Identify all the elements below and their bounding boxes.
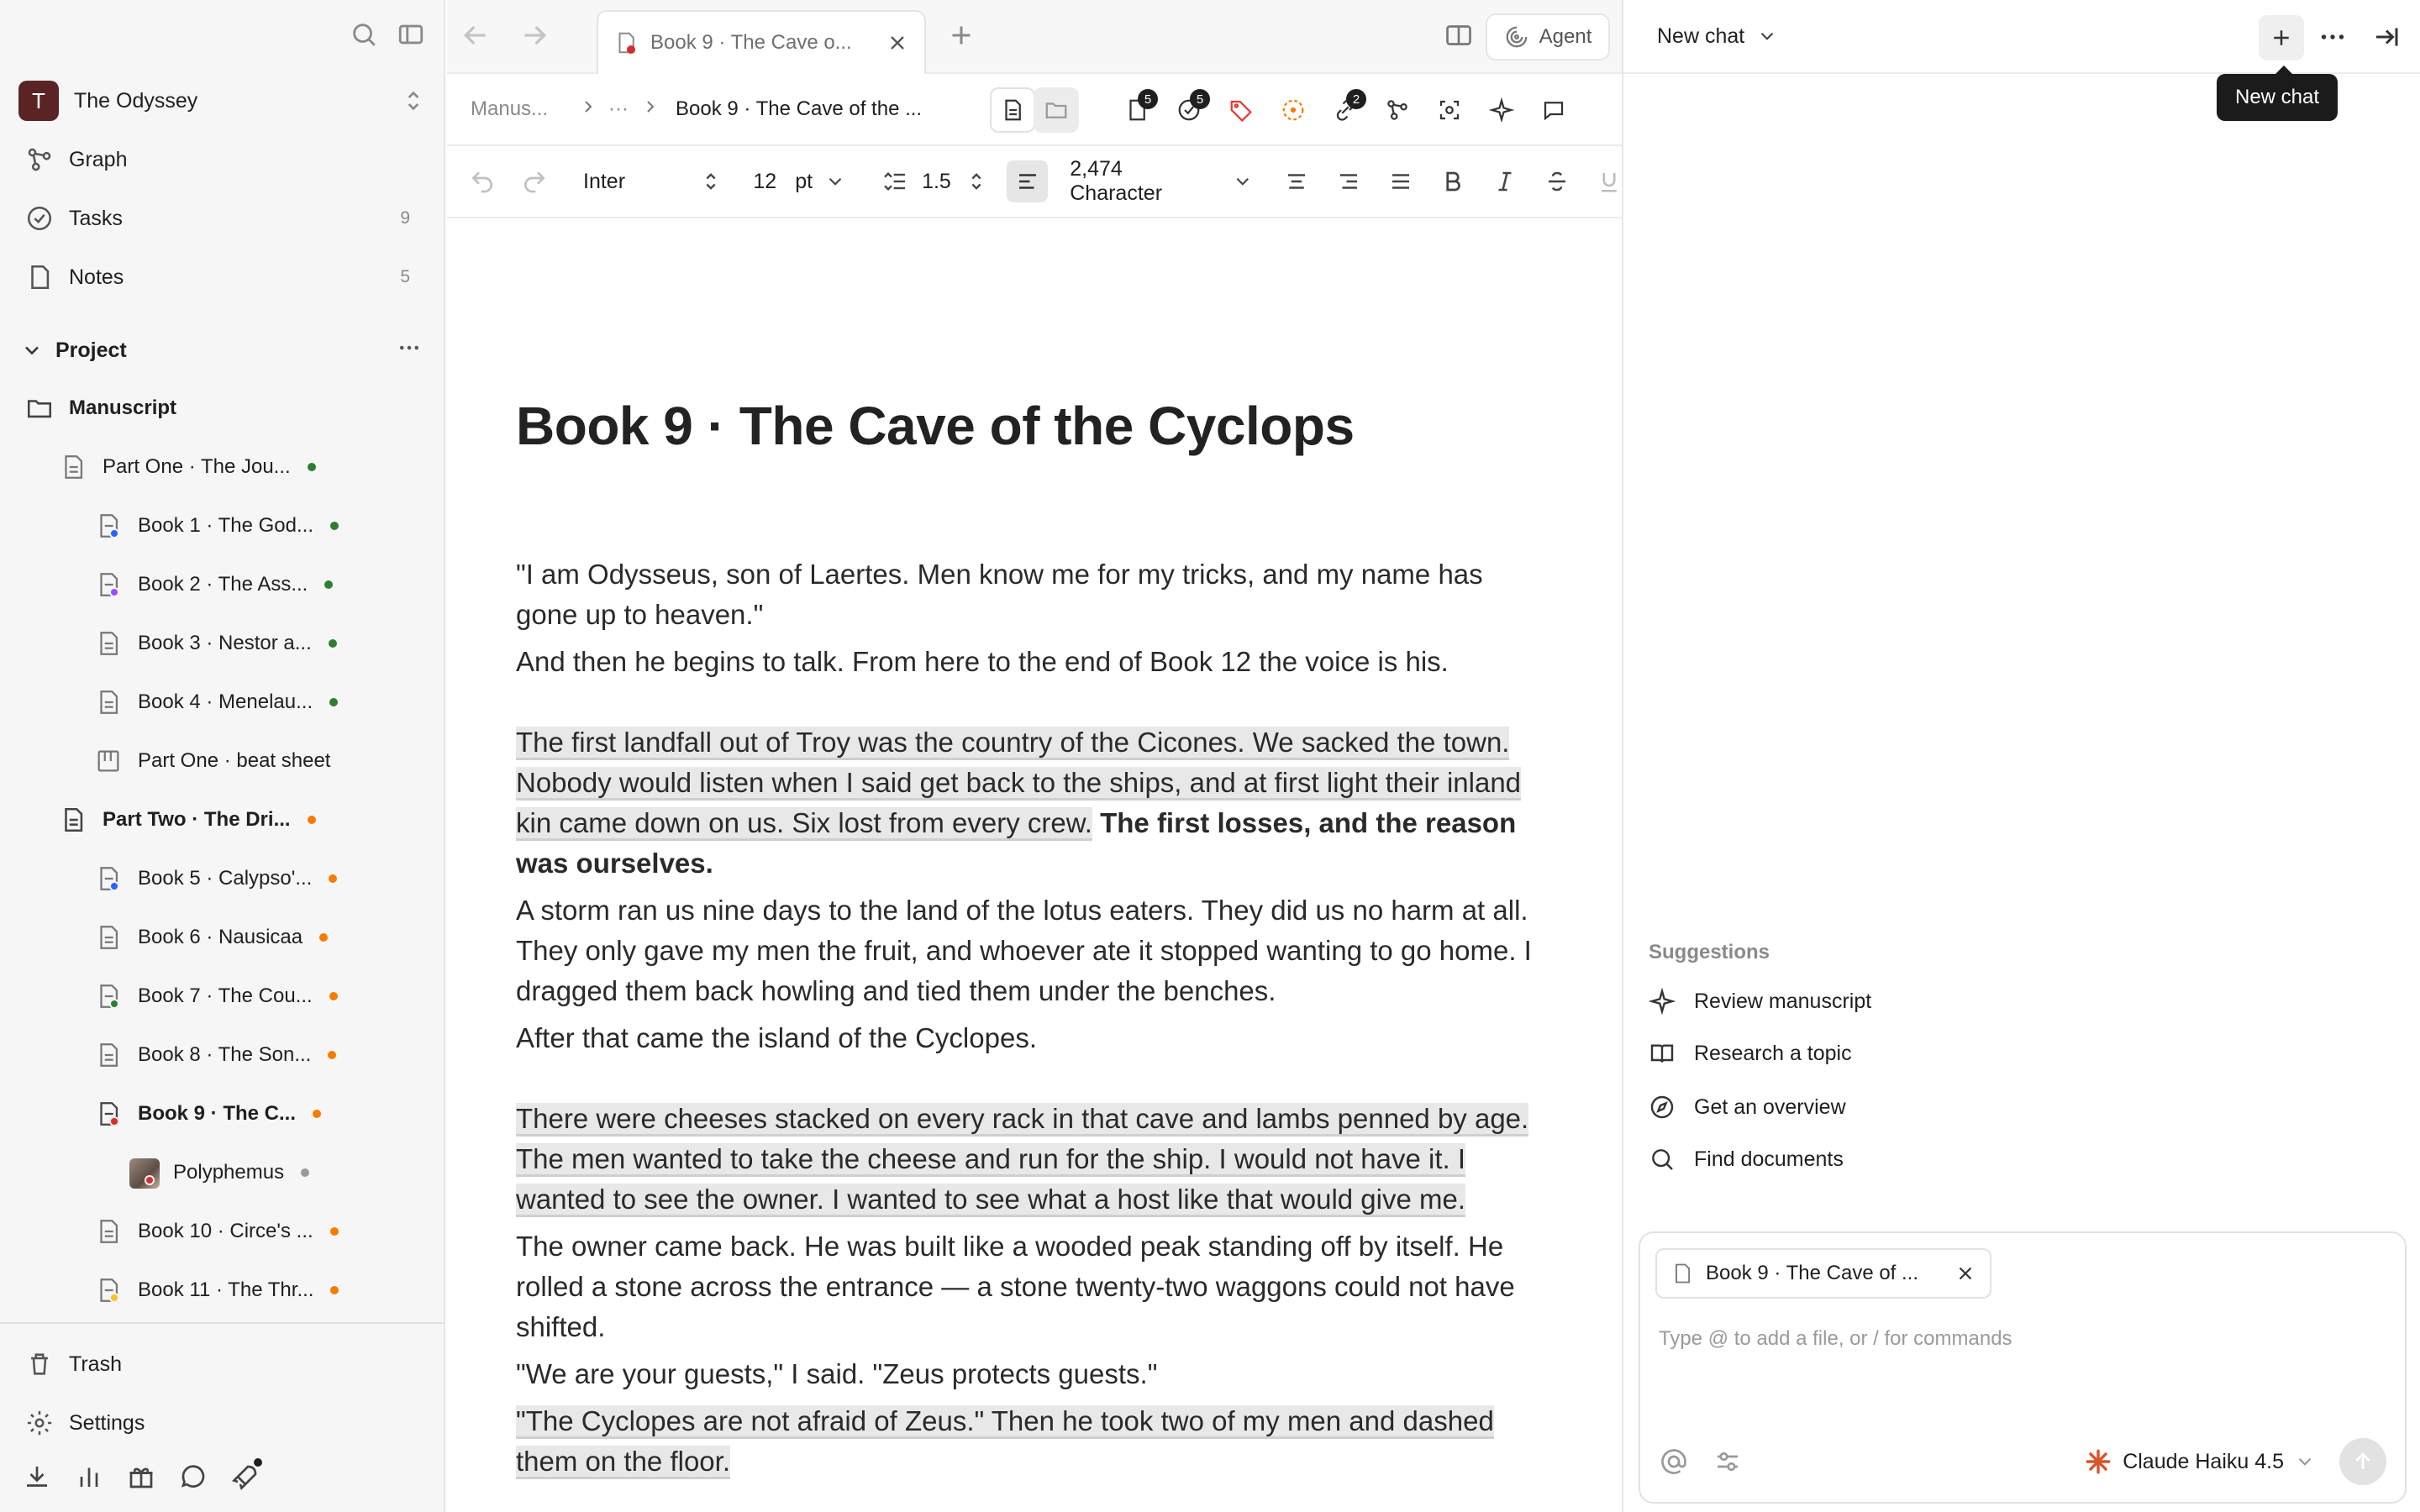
chevron-down-icon <box>2294 1451 2316 1473</box>
status-dot <box>301 1168 309 1177</box>
tree-doc[interactable] <box>59 444 316 491</box>
workspace-name: The Odyssey <box>74 88 198 113</box>
chevron-down-icon <box>1756 25 1778 47</box>
send-button[interactable] <box>2339 1438 2386 1485</box>
sidebar-footer <box>0 1322 445 1512</box>
footer-icon-row <box>22 1462 260 1492</box>
sidebar-item-tasks[interactable] <box>25 195 420 242</box>
tree-doc[interactable] <box>94 1208 339 1255</box>
chevron-down-icon <box>824 171 846 192</box>
chat-composer <box>1639 1231 2407 1504</box>
tree-doc-active[interactable] <box>94 1090 321 1137</box>
links-badge: 2 <box>1346 89 1366 109</box>
highlighted-passage[interactable]: There were cheeses stacked on every rack in that cave and lambs penned by age. The men wanted to take the cheese and run for the ship. I would not have it. I wanted to see the owner. I wanted to see what a host like that would give me. <box>516 1103 1528 1217</box>
sliders-icon[interactable] <box>1712 1446 1743 1477</box>
suggestion-label: Review manuscript <box>1694 989 1872 1013</box>
status-dot <box>329 639 337 648</box>
agent-button[interactable] <box>1486 13 1610 60</box>
suggestion-label: Research a topic <box>1694 1041 1852 1065</box>
bold-icon[interactable] <box>1440 169 1465 194</box>
more-icon[interactable] <box>397 335 422 366</box>
document-view-icon[interactable] <box>990 87 1035 133</box>
suggestion-overview[interactable] <box>1649 1082 1846 1132</box>
search-icon <box>1649 1146 1676 1173</box>
align-right-icon[interactable] <box>1336 169 1361 194</box>
model-name: Claude Haiku 4.5 <box>2123 1449 2284 1473</box>
tree-label: Part Two · The Dri... <box>103 808 291 831</box>
status-dot <box>329 874 337 883</box>
tree-label: Polyphemus <box>173 1161 285 1184</box>
paragraph[interactable]: After that came the island of the Cyclopes. <box>516 1022 1037 1053</box>
paragraph-style-value: 2,474 Character <box>1070 157 1163 205</box>
line-height-value: 1.5 <box>922 169 951 193</box>
suggestion-label: Get an overview <box>1694 1095 1846 1119</box>
collapse-panel-icon[interactable] <box>2371 22 2402 52</box>
compass-icon <box>1649 1094 1676 1121</box>
tree-label: Part One · beat sheet <box>138 749 331 772</box>
format-toolbar <box>447 146 1622 218</box>
document-title[interactable]: Book 9 · The Cave of the Cyclops <box>516 396 1355 456</box>
status-dot <box>330 1227 339 1236</box>
sparkle-icon[interactable] <box>1479 87 1524 133</box>
paragraph[interactable]: "We are your guests," I said. "Zeus protects guests." <box>516 1358 1158 1389</box>
redo-icon[interactable] <box>521 168 548 195</box>
status-dot <box>330 1286 339 1294</box>
paragraph[interactable] <box>516 722 1549 884</box>
paragraph[interactable] <box>516 1099 1549 1220</box>
tree-doc[interactable] <box>94 679 338 726</box>
document-icon <box>613 30 639 55</box>
suggestion-review[interactable] <box>1649 976 1871 1026</box>
tasks-icon[interactable] <box>1166 87 1212 133</box>
chat-header <box>1623 0 2420 74</box>
search-icon[interactable] <box>350 20 378 49</box>
chat-panel <box>1622 0 2420 1512</box>
editor-pane <box>447 0 1622 1512</box>
view-toggle <box>990 87 1079 133</box>
tree-doc[interactable] <box>94 1267 339 1314</box>
tree-label: Part One · The Jou... <box>103 455 291 478</box>
close-icon[interactable] <box>1954 1263 1976 1284</box>
agent-icon <box>1504 24 1529 50</box>
notes-badge: 5 <box>1138 89 1158 109</box>
paragraph[interactable] <box>516 1401 1549 1482</box>
sidebar-item-count: 5 <box>400 267 410 286</box>
chevron-updown-icon[interactable] <box>699 170 723 193</box>
status-dot <box>330 522 339 530</box>
status-dot <box>329 698 338 706</box>
workspace-avatar: T <box>18 81 59 121</box>
document-icon <box>94 629 123 658</box>
sidebar <box>0 0 445 1512</box>
status-dot <box>329 992 338 1000</box>
stats-icon[interactable] <box>74 1462 104 1492</box>
check-circle-icon <box>25 204 54 233</box>
tree-label: Book 11 · The Thr... <box>138 1278 314 1301</box>
breadcrumb-ellipsis[interactable]: ··· <box>608 97 629 120</box>
highlighted-passage[interactable]: "The Cyclopes are not afraid of Zeus." Then he took two of my men and dashed them on the floor. <box>516 1405 1494 1479</box>
suggestions-label: Suggestions <box>1649 941 1770 963</box>
document-icon <box>94 570 123 599</box>
sparkle-icon <box>1649 988 1676 1015</box>
document-icon <box>94 923 123 952</box>
chevron-updown-icon <box>965 170 988 193</box>
breadcrumb-bar <box>447 74 1622 146</box>
suggestion-research[interactable] <box>1649 1028 1852 1079</box>
paragraph[interactable]: "I am Odysseus, son of Laertes. Men know me for my tricks, and my name has gone up to heaven." <box>516 559 1483 630</box>
rocket-icon[interactable] <box>230 1462 260 1492</box>
document-icon <box>94 982 123 1011</box>
agent-label: Agent <box>1539 25 1592 48</box>
tree-doc[interactable] <box>94 502 339 549</box>
folder-view-icon[interactable] <box>1034 87 1079 133</box>
tree-label: Book 4 · Menelau... <box>138 690 313 713</box>
document-tools <box>1114 87 1576 133</box>
focus-icon[interactable] <box>1427 87 1472 133</box>
close-icon[interactable] <box>886 31 909 55</box>
undo-icon[interactable] <box>469 168 496 195</box>
tree-label: Book 7 · The Cou... <box>138 984 313 1007</box>
new-chat-tooltip: New chat <box>2217 74 2338 121</box>
chevron-down-icon <box>1232 171 1254 192</box>
tab-book-9[interactable] <box>597 10 926 74</box>
font-family-value: Inter <box>583 169 626 193</box>
document-icon <box>94 1276 123 1305</box>
section-title: Project <box>55 338 127 362</box>
mention-icon[interactable] <box>1659 1446 1689 1477</box>
tree-label: Book 2 · The Ass... <box>138 573 308 596</box>
tree-folder-manuscript[interactable] <box>25 385 176 432</box>
align-center-icon[interactable] <box>1284 169 1309 194</box>
gift-icon[interactable] <box>126 1462 156 1492</box>
tag-icon[interactable] <box>1218 87 1264 133</box>
align-left-icon[interactable] <box>1007 160 1048 202</box>
forward-arrow-icon[interactable] <box>518 18 551 52</box>
sidebar-item-trash[interactable] <box>25 1341 420 1388</box>
breadcrumb-current[interactable]: Book 9 · The Cave of the ... <box>676 97 923 120</box>
claude-logo-icon <box>2084 1447 2112 1476</box>
suggestion-label: Find documents <box>1694 1147 1844 1171</box>
sidebar-item-label: Settings <box>69 1410 145 1435</box>
tree-label: Book 9 · The C... <box>138 1102 297 1125</box>
tab-label: Book 9 · The Cave o... <box>650 31 852 54</box>
font-size-value: 12 <box>753 169 777 193</box>
suggestion-find[interactable] <box>1649 1134 1844 1184</box>
status-dot <box>308 816 316 824</box>
tree-label: Book 1 · The God... <box>138 514 314 537</box>
trash-icon <box>25 1350 54 1378</box>
align-justify-icon[interactable] <box>1388 169 1413 194</box>
status-dot <box>313 1110 321 1118</box>
new-tab-plus-icon[interactable] <box>946 20 976 50</box>
strikethrough-icon[interactable] <box>1544 169 1570 194</box>
sidebar-item-settings[interactable] <box>25 1399 420 1446</box>
paragraph[interactable]: The owner came back. He was built like a wooded peak standing off by itself. He rolled a stone across the entrance — a stone twenty-two waggons could not have shifted. <box>516 1231 1515 1342</box>
note-icon <box>25 263 54 291</box>
tree-doc[interactable] <box>94 855 337 902</box>
tree-character[interactable] <box>129 1149 309 1196</box>
chevron-right-icon <box>640 97 660 123</box>
composer-controls <box>1659 1436 2386 1487</box>
sidebar-item-count: 9 <box>400 208 410 228</box>
back-arrow-icon[interactable] <box>459 18 492 52</box>
document-icon <box>94 1100 123 1128</box>
tab-bar <box>447 0 1622 74</box>
underline-icon[interactable] <box>1597 169 1622 194</box>
chevron-down-icon <box>20 339 44 362</box>
split-view-icon[interactable] <box>1444 20 1474 50</box>
font-size-unit: pt <box>795 169 813 193</box>
document-icon <box>59 806 87 834</box>
chat-bubble-icon[interactable] <box>178 1462 208 1492</box>
tree-label: Manuscript <box>69 396 177 419</box>
sidebar-item-notes[interactable] <box>25 254 420 301</box>
tree-label: Book 8 · The Son... <box>138 1043 312 1066</box>
tree-doc[interactable] <box>59 796 316 843</box>
gear-icon <box>25 1409 54 1437</box>
document-icon <box>94 864 123 893</box>
model-selector[interactable] <box>2084 1447 2316 1476</box>
tree-doc[interactable] <box>94 914 328 961</box>
tree-label: Book 10 · Circe's ... <box>138 1220 313 1242</box>
notes-icon[interactable] <box>1114 87 1160 133</box>
highlighted-passage[interactable]: The first landfall out of Troy was the country of the Cicones. We sacked the town. Nobody would listen when I said get back to the ships, and at first light their inland kin came down on us. Six lost from every crew. <box>516 727 1521 841</box>
document-icon <box>94 1217 123 1246</box>
beat-sheet-icon <box>94 747 123 775</box>
folder-icon <box>25 394 54 423</box>
tree-doc[interactable] <box>94 620 337 667</box>
document-icon <box>59 453 87 481</box>
sidebar-item-label: Trash <box>69 1352 122 1376</box>
graph-icon <box>25 145 54 174</box>
tree-label: Book 6 · Nausicaa <box>138 926 303 948</box>
sidebar-toggle-icon[interactable] <box>397 20 425 49</box>
tree-doc[interactable] <box>94 973 338 1020</box>
new-chat-plus-icon[interactable] <box>2259 15 2304 60</box>
status-dot <box>328 1051 336 1059</box>
context-chip-label: Book 9 · The Cave of ... <box>1706 1262 1919 1284</box>
font-family-select[interactable] <box>583 170 699 194</box>
workspace-switcher[interactable] <box>18 81 427 121</box>
document-body[interactable] <box>516 218 1575 1488</box>
italic-icon[interactable] <box>1492 169 1518 194</box>
bold-passage: The first losses, and the reason was ourselves. <box>516 807 1517 879</box>
chat-title: New chat <box>1657 24 1745 48</box>
link-icon[interactable] <box>1323 87 1368 133</box>
comment-icon[interactable] <box>1531 87 1576 133</box>
paragraph-style-select[interactable] <box>1070 157 1254 206</box>
more-icon[interactable] <box>2317 22 2348 52</box>
chat-title-dropdown[interactable] <box>1657 24 1778 49</box>
sidebar-top-icons <box>350 20 425 49</box>
character-thumbnail-icon <box>129 1158 158 1187</box>
tree-doc[interactable] <box>94 1032 336 1079</box>
status-dot <box>319 933 328 942</box>
chevron-updown-icon <box>400 87 427 114</box>
document-icon <box>94 688 123 717</box>
sidebar-item-label: Notes <box>69 265 124 289</box>
arrow-up-icon <box>2350 1449 2375 1474</box>
paragraph[interactable]: A storm ran us nine days to the land of the lotus eaters. They did us no harm at all. They only gave my men the fruit, and whoever ate it stopped wanting to go home. I dragged them back howling and tied them under the benches. <box>516 895 1532 1006</box>
tree-doc[interactable] <box>94 561 333 608</box>
font-size-select[interactable] <box>753 170 846 194</box>
breadcrumb-root[interactable]: Manus... <box>471 97 549 120</box>
document-icon <box>94 512 123 540</box>
sidebar-item-graph[interactable] <box>25 136 420 183</box>
paragraph[interactable]: And then he begins to talk. From here to the end of Book 12 the voice is his. <box>516 646 1449 677</box>
download-icon[interactable] <box>22 1462 52 1492</box>
chevron-right-icon <box>578 97 598 123</box>
sidebar-item-label: Graph <box>69 147 128 171</box>
book-icon <box>1649 1040 1676 1067</box>
document-icon <box>94 1041 123 1069</box>
document-icon <box>1670 1262 1694 1285</box>
project-section-header[interactable] <box>20 329 422 371</box>
line-height-select[interactable] <box>881 168 988 195</box>
tree-label: Book 5 · Calypso'... <box>138 867 313 890</box>
tree-label: Book 3 · Nestor a... <box>138 632 312 654</box>
tasks-badge: 5 <box>1190 89 1210 109</box>
line-height-icon <box>881 168 908 195</box>
status-icon[interactable] <box>1270 87 1316 133</box>
chat-input[interactable]: Type @ to add a file, or / for commands <box>1659 1327 2012 1350</box>
status-dot <box>324 580 333 589</box>
status-dot <box>308 463 316 471</box>
sidebar-item-label: Tasks <box>69 206 123 230</box>
tree-beat-sheet[interactable] <box>94 738 330 785</box>
graph-icon[interactable] <box>1375 87 1420 133</box>
context-chip[interactable] <box>1655 1248 1991 1299</box>
